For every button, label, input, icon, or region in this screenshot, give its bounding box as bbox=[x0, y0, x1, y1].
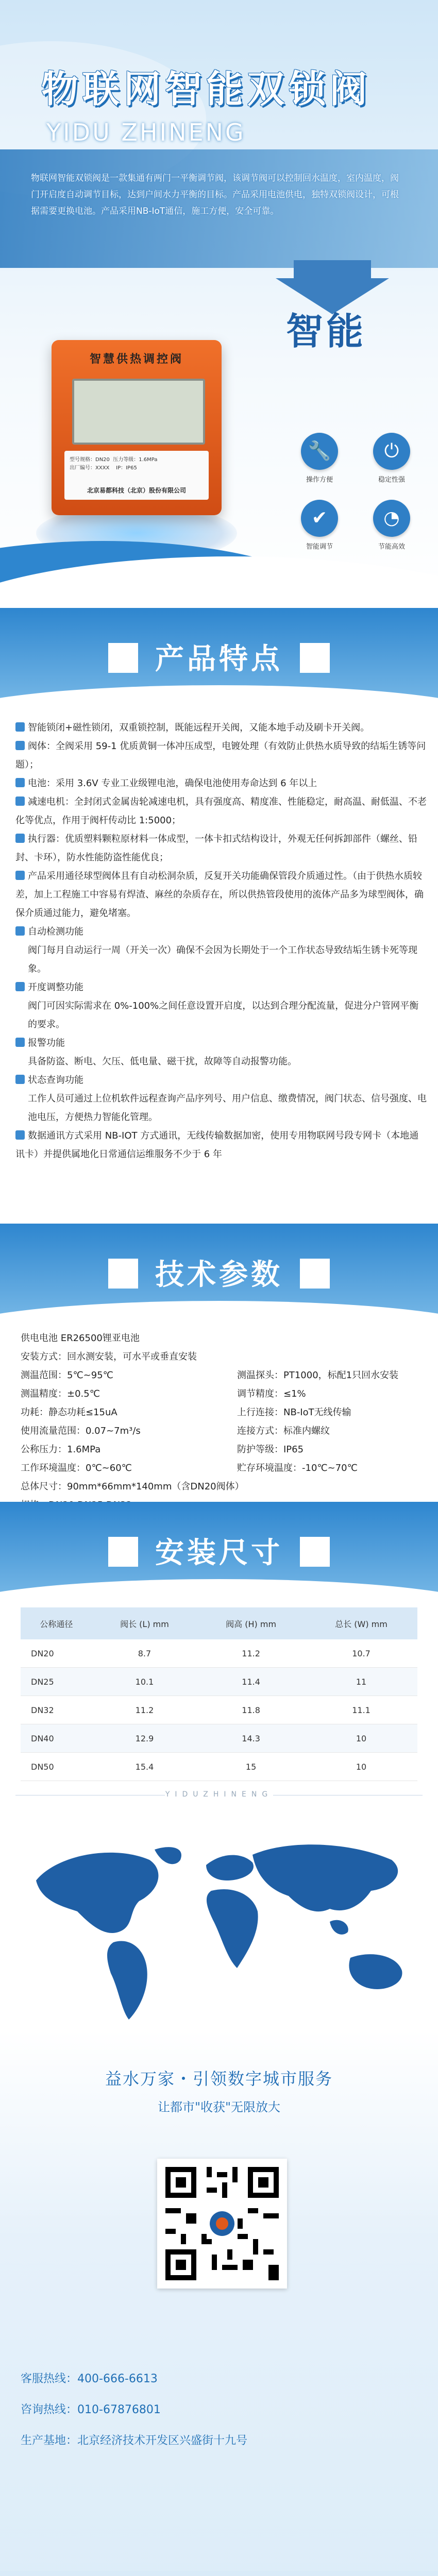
feature-item bbox=[15, 774, 428, 793]
valve-controller-image bbox=[52, 340, 222, 515]
table-cell: 10.1 bbox=[92, 1668, 197, 1696]
feature-item bbox=[15, 1034, 428, 1053]
spec-line: 供电电池 ER26500锂亚电池 bbox=[21, 1333, 140, 1344]
table-header: 总长 (W) mm bbox=[305, 1607, 417, 1639]
slogan-secondary: 让都市"收获"无限放大 bbox=[157, 2100, 281, 2114]
hero-title: 物联网智能双锁阀 bbox=[41, 67, 372, 111]
spec-row bbox=[21, 1403, 423, 1422]
specs-title: 技术参数 bbox=[155, 1258, 283, 1292]
feature-item bbox=[15, 923, 428, 941]
spec-row bbox=[21, 1440, 423, 1459]
feature-text: 阀体：全阀采用 59-1 优质黄铜一体冲压成型，电镀处理（有效防止供热水质导致的结垢生锈等问题）； bbox=[15, 741, 426, 770]
table-cell: 11.2 bbox=[92, 1696, 197, 1724]
spec-left: 功耗：静态功耗≤15uA bbox=[21, 1407, 117, 1418]
feature-subtext: 阀门可因实际需求在 0%-100%之间任意设置开启度，以达到合理分配流量，促进分户管网平衡的要求。 bbox=[28, 1001, 419, 1030]
table-cell: DN40 bbox=[21, 1724, 92, 1753]
hero-section bbox=[0, 0, 438, 608]
spec-right: 防护等级：IP65 bbox=[237, 1444, 304, 1455]
feature-icon-1 bbox=[289, 433, 350, 484]
device-screen bbox=[72, 379, 205, 445]
bullet-square-icon bbox=[15, 1130, 25, 1140]
world-map-image bbox=[0, 1803, 438, 2030]
map-brand: YIDUZHINENG bbox=[165, 1790, 273, 1799]
contact-label: 客服热线： bbox=[21, 2372, 78, 2385]
table-cell: DN32 bbox=[21, 1696, 92, 1724]
specs-list bbox=[21, 1329, 423, 1515]
qr-code-image[interactable] bbox=[157, 2159, 287, 2289]
city-skyline-image bbox=[0, 2571, 438, 2576]
spec-row bbox=[21, 1366, 423, 1385]
feature-text: 电池：采用 3.6V 专业工业级锂电池，确保电池使用寿命达到 6 年以上 bbox=[28, 778, 317, 789]
contact-value: 北京经济技术开发区兴盛街十九号 bbox=[77, 2434, 248, 2447]
down-arrow-icon bbox=[294, 260, 371, 281]
features-title: 产品特点 bbox=[155, 642, 283, 676]
feature-icon-2 bbox=[361, 433, 423, 484]
feature-item bbox=[15, 719, 428, 737]
spec-line: 总体尺寸：90mm*66mm*140mm（含DN20阀体） bbox=[21, 1481, 244, 1492]
feature-icon-4 bbox=[361, 500, 423, 551]
spec-row bbox=[21, 1385, 423, 1403]
table-cell: 10 bbox=[305, 1724, 417, 1753]
contact-address bbox=[21, 2432, 247, 2448]
smart-title: 智能 bbox=[286, 310, 367, 353]
table-header: 阀高 (H) mm bbox=[197, 1607, 305, 1639]
table-row bbox=[21, 1696, 417, 1724]
device-label bbox=[64, 451, 209, 500]
bullet-square-icon bbox=[15, 834, 25, 843]
table-row bbox=[21, 1753, 417, 1781]
bullet-square-icon bbox=[15, 722, 25, 732]
feature-subtext: 阀门每月自动运行一周（开关一次）确保不会因为长期处于一个工作状态导致结垢生锈卡死等现象。 bbox=[28, 945, 417, 974]
table-cell: 11.1 bbox=[305, 1696, 417, 1724]
table-cell: 12.9 bbox=[92, 1724, 197, 1753]
bullet-square-icon bbox=[15, 1038, 25, 1047]
feature-item bbox=[15, 978, 428, 997]
bullet-square-icon bbox=[15, 741, 25, 750]
feature-text: 状态查询功能 bbox=[28, 1075, 83, 1086]
feature-text: 报警功能 bbox=[28, 1038, 65, 1048]
feature-subtext: 工作人员可通过上位机软件远程查询产品序列号、用户信息、缴费情况，阀门状态、信号强度、电池电压，方便热力智能化管理。 bbox=[28, 1093, 427, 1123]
feature-text: 开度调整功能 bbox=[28, 982, 83, 993]
table-cell: 15.4 bbox=[92, 1753, 197, 1781]
contact-value: 400-666-6613 bbox=[77, 2372, 158, 2385]
contact-hotline bbox=[21, 2370, 158, 2386]
spec-left: 公称压力：1.6MPa bbox=[21, 1444, 101, 1455]
gauge-icon: ◔ bbox=[373, 500, 410, 537]
table-cell: 10.7 bbox=[305, 1639, 417, 1668]
dimensions-title: 安装尺寸 bbox=[155, 1536, 283, 1570]
feature-item bbox=[15, 793, 428, 830]
feature-text: 执行器：优质塑料颗粒原材料一体成型，一体卡扣式结构设计，外观无任何拆卸部件（螺丝、铅封、卡环），防水性能防盗性能优良； bbox=[15, 834, 417, 863]
device-name: 智慧供热调控阀 bbox=[89, 353, 183, 366]
feature-text: 自动检测功能 bbox=[28, 926, 83, 937]
feature-icon-3 bbox=[289, 500, 350, 551]
specs-header bbox=[0, 1224, 438, 1327]
table-cell: 11.2 bbox=[197, 1639, 305, 1668]
table-row bbox=[21, 1724, 417, 1753]
spec-right: 测温探头：PT1000，标配1只回水安装 bbox=[237, 1370, 399, 1381]
feature-item bbox=[15, 867, 428, 923]
bullet-square-icon bbox=[15, 796, 25, 806]
spec-right: 调节精度：≤1% bbox=[237, 1388, 306, 1399]
world-map-section bbox=[0, 1783, 438, 2030]
contact-value: 010-67876801 bbox=[77, 2403, 161, 2416]
feature-icon-label: 操作方便 bbox=[306, 476, 333, 484]
table-header: 阀长 (L) mm bbox=[92, 1607, 197, 1639]
feature-text: 智能锁闭+磁性锁闭，双重锁控制，既能远程开关阀，又能本地手动及刷卡开关阀。 bbox=[28, 722, 370, 733]
spec-left: 测温范围：5℃~95℃ bbox=[21, 1370, 113, 1381]
shield-check-icon: ✔ bbox=[301, 500, 338, 537]
table-cell: 8.7 bbox=[92, 1639, 197, 1668]
footer-section bbox=[0, 2030, 438, 2576]
skyline-icon bbox=[0, 2571, 438, 2576]
table-cell: 11.8 bbox=[197, 1696, 305, 1724]
table-cell: DN25 bbox=[21, 1668, 92, 1696]
table-row bbox=[21, 1668, 417, 1696]
bullet-square-icon bbox=[15, 926, 25, 936]
table-cell: DN50 bbox=[21, 1753, 92, 1781]
feature-item bbox=[15, 1071, 428, 1090]
spec-left: 测温精度：±0.5℃ bbox=[21, 1388, 100, 1399]
device-company: 北京易都科技（北京）股份有限公司 bbox=[87, 487, 186, 494]
slogan-primary: 益水万家・引领数字城市服务 bbox=[105, 2069, 333, 2089]
feature-item bbox=[15, 1127, 428, 1164]
spec-right: 上行连接：NB-IoT无线传输 bbox=[237, 1407, 351, 1418]
contact-label: 生产基地： bbox=[21, 2434, 78, 2447]
features-list bbox=[15, 719, 428, 1164]
spec-right: 贮存环境温度：-10℃~70℃ bbox=[237, 1463, 358, 1473]
hero-subtitle: YIDU ZHINENG bbox=[46, 118, 246, 146]
spec-row bbox=[21, 1422, 423, 1440]
feature-icon-label: 节能高效 bbox=[378, 543, 405, 551]
table-header: 公称通径 bbox=[21, 1607, 92, 1639]
bullet-square-icon bbox=[15, 778, 25, 787]
bullet-square-icon bbox=[15, 1075, 25, 1084]
contact-label: 咨询热线： bbox=[21, 2403, 78, 2416]
spec-row bbox=[21, 1459, 423, 1478]
feature-text: 产品采用通径球型阀体且有自动松洞杂质，反复开关功能确保管段介质通过性。（由于供热水质较差，加上工程施工中容易有焊渣、麻丝的杂质存在，所以供热管段使用的流体产品多为球型阀体，确保介质通过能力，避免堵塞。 bbox=[15, 871, 424, 919]
device-specs: 型号规格：DN20 压力等级：1.6MPa 出厂编号：XXXX IP：IP65 bbox=[70, 457, 158, 471]
bullet-square-icon bbox=[15, 871, 25, 880]
table-cell: 11.4 bbox=[197, 1668, 305, 1696]
spec-right: 连接方式：标准内螺纹 bbox=[237, 1426, 330, 1436]
dimensions-table bbox=[21, 1607, 417, 1781]
bullet-square-icon bbox=[15, 982, 25, 991]
spec-line: 安装方式：回水测安装，可水平或垂直安装 bbox=[21, 1351, 197, 1362]
feature-icon-label: 智能调节 bbox=[306, 543, 333, 551]
hero-description: 物联网智能双锁阀是一款集通有两门一平衡调节阀，该调节阀可以控制回水温度，室内温度，阀门开启度自动调节目标，达到户间水力平衡的目标。产品采用电池供电，独特双锁阀设计，可根据需要更换电池。产品采用NB-IoT通信，施工方便，安全可靠。 bbox=[31, 173, 399, 216]
spec-left: 使用流量范围：0.07~7m³/s bbox=[21, 1426, 141, 1436]
table-cell: 11 bbox=[305, 1668, 417, 1696]
table-row bbox=[21, 1639, 417, 1668]
table-cell: 14.3 bbox=[197, 1724, 305, 1753]
feature-text: 数据通讯方式采用 NB-IOT 方式通讯，无线传输数据加密，使用专用物联网号段专网卡（本地通讯卡）并提供属地化日常通信运维服务不少于 6 年 bbox=[15, 1130, 419, 1160]
table-cell: 15 bbox=[197, 1753, 305, 1781]
qr-code-icon bbox=[160, 2162, 284, 2285]
features-header bbox=[0, 608, 438, 711]
wrench-icon: 🔧 bbox=[301, 433, 338, 470]
table-cell: 10 bbox=[305, 1753, 417, 1781]
dimensions-header bbox=[0, 1502, 438, 1605]
battery-icon: ⏻ bbox=[373, 433, 410, 470]
feature-text: 减速电机：全封闭式金属齿轮减速电机，具有强度高、精度准、性能稳定，耐高温、耐低温、不老化等优点，作用于阀杆传动比 1:5000； bbox=[15, 796, 427, 826]
table-header-row bbox=[21, 1607, 417, 1639]
table-cell: DN20 bbox=[21, 1639, 92, 1668]
feature-subtext: 具备防盗、断电、欠压、低电量、磁干扰，故障等自动报警功能。 bbox=[28, 1056, 297, 1067]
contact-consult bbox=[21, 2401, 161, 2417]
feature-item bbox=[15, 737, 428, 774]
feature-item bbox=[15, 830, 428, 867]
feature-icon-label: 稳定性强 bbox=[378, 476, 405, 484]
spec-left: 工作环境温度：0℃~60℃ bbox=[21, 1463, 132, 1473]
